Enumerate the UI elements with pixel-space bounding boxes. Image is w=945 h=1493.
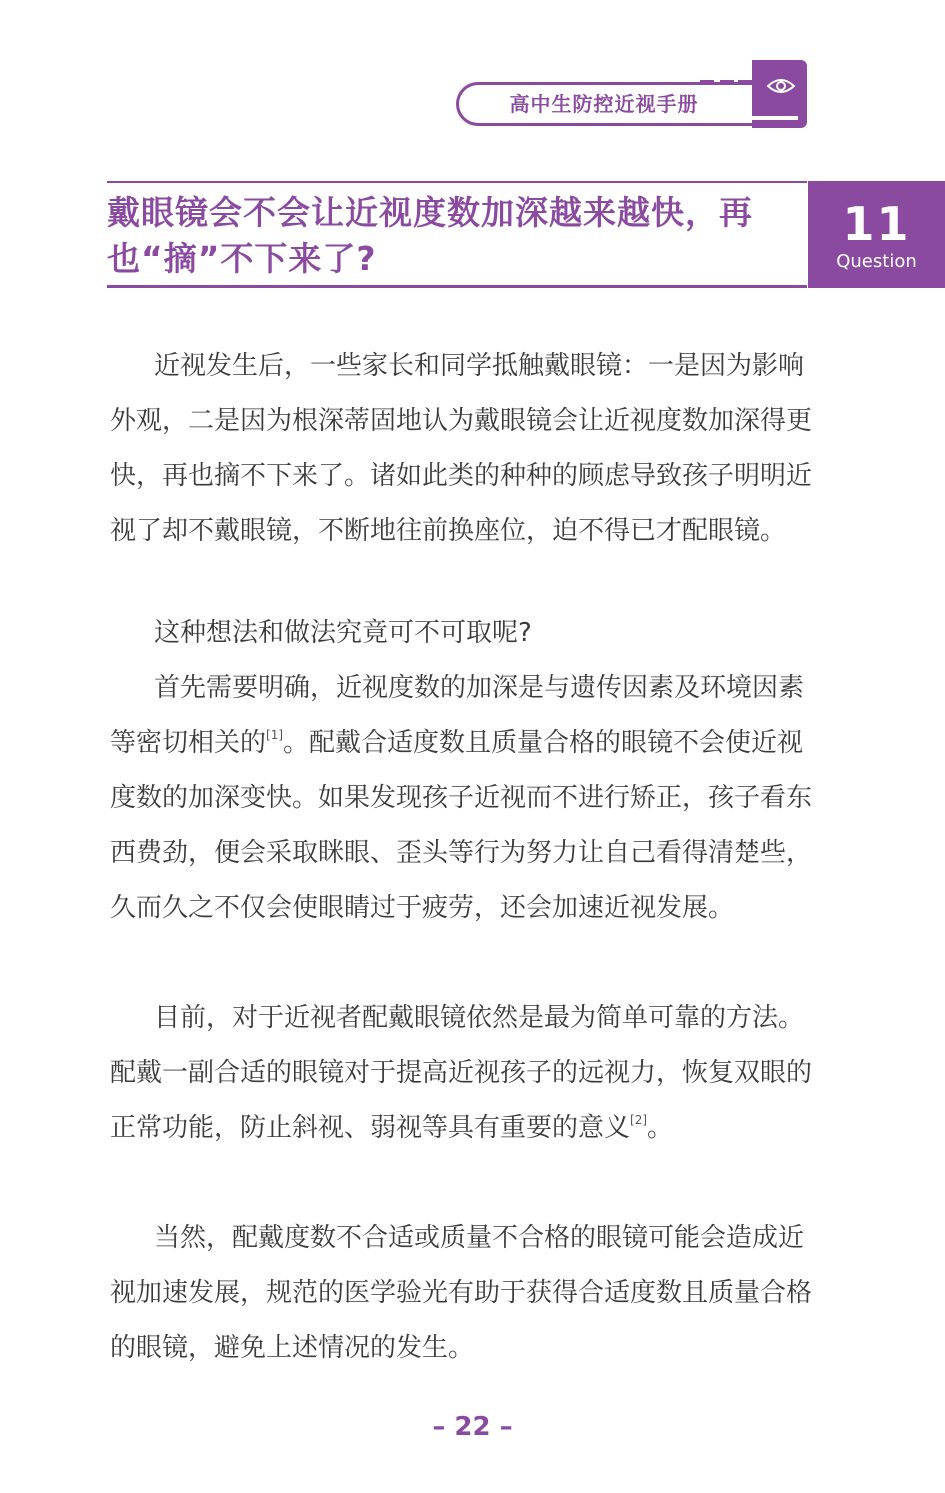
eye-icon <box>766 76 796 96</box>
question-number: 11 <box>842 197 911 251</box>
citation-2[interactable]: [2] <box>630 1113 648 1127</box>
question-label: Question <box>836 251 917 272</box>
question-title: 戴眼镜会不会让近视度数加深越来越快，再也“摘”不下来了? <box>107 193 753 278</box>
question-badge <box>808 181 945 288</box>
book-cover <box>752 60 807 128</box>
paragraph-1: 近视发生后，一些家长和同学抵触戴眼镜：一是因为影响外观，二是因为根深蒂固地认为戴眼镜会让近视度数加深得更快，再也摘不下来了。诸如此类的种种的顾虑导致孩子明明近视了却不戴眼镜，不断地往前换座位，迫不得已才配眼镜。 <box>110 351 813 546</box>
book-spine <box>752 116 798 120</box>
question-top-rule <box>107 181 807 183</box>
book-title: 高中生防控近视手册 <box>509 92 699 116</box>
question-bottom-rule <box>107 285 807 288</box>
paragraph-4: 目前，对于近视者配戴眼镜依然是最为简单可靠的方法。配戴一副合适的眼镜对于提高近视孩子的远视力，恢复双眼的正常功能，防止斜视、弱视等具有重要的意义[2]。 <box>110 1003 813 1143</box>
paragraph-3: 首先需要明确，近视度数的加深是与遗传因素及环境因素等密切相关的[1]。配戴合适度数且质量合格的眼镜不会使近视度数的加深变快。如果发现孩子近视而不进行矫正，孩子看东西费劲，便会采取眯眼、歪头等行为努力让自己看得清楚些，久而久之不仅会使眼睛过于疲劳，还会加速近视发展。 <box>110 673 813 923</box>
paragraph-5: 当然，配戴度数不合适或质量不合格的眼镜可能会造成近视加速发展，规范的医学验光有助于获得合适度数且质量合格的眼镜，避免上述情况的发生。 <box>110 1223 813 1363</box>
paragraph-2: 这种想法和做法究竟可不可取呢? <box>154 618 532 648</box>
page-number: – 22 – <box>432 1412 513 1442</box>
citation-1[interactable]: [1] <box>266 728 284 742</box>
